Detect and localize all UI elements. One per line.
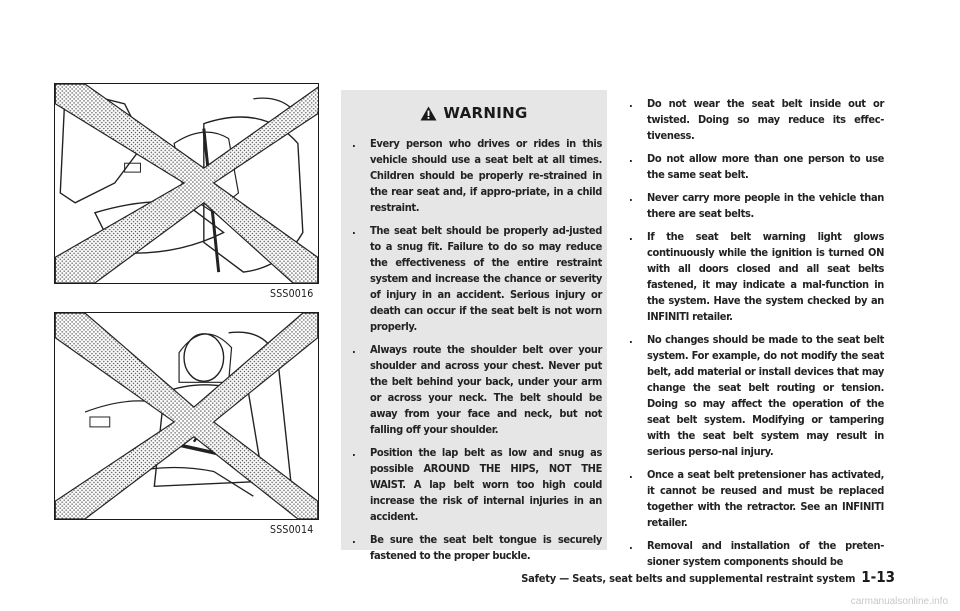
list-item-text: Do not allow more than one person to use the same seat belt. (647, 152, 884, 181)
list-item-text: Position the lap belt as low and snug as possible AROUND THE HIPS, NOT THE WAIST. A lap belt worn too high could increase the risk of internal injuries in an accident. (370, 446, 602, 523)
bullet: . (629, 333, 633, 346)
page-number: 1-13 (861, 568, 895, 586)
list-item-text: Once a seat belt pretensioner has activated, it cannot be reused and must be replaced together with the retractor. See an INFINITI retailer. (647, 468, 884, 529)
bullet: . (629, 97, 633, 110)
bullet: . (629, 191, 633, 204)
bullet: . (352, 224, 356, 237)
warning-triangle-icon (420, 106, 437, 121)
list-item-text: Do not wear the seat belt inside out or twisted. Doing so may reduce its effec-tiveness. (647, 97, 884, 142)
list-item (629, 96, 884, 144)
list-item (352, 532, 602, 564)
list-item (352, 223, 602, 335)
watermark: carmanualsonline.info (850, 596, 948, 607)
list-item-text: No changes should be made to the seat belt system. For example, do not modify the seat belt, add material or install devices that may change the seat belt routing or tension. Doing so may affect the operation of the seat belt system. Modifying or tampering with the seat belt system may result in serious perso-nal injury. (647, 333, 884, 458)
figure-belt-worn-incorrectly (54, 312, 319, 520)
list-item-text: Every person who drives or rides in this vehicle should use a seat belt at all times. Children should be properly re-strained in the rear seat and, if appro-priate, in a child restraint. (370, 137, 602, 214)
list-item (629, 467, 884, 531)
bullet: . (352, 137, 356, 150)
list-item-text: If the seat belt warning light glows continuously while the ignition is turned ON with all doors closed and all seat belts fastened, it may indicate a mal-function in the system. Have the system checked by an INFINITI retailer. (647, 230, 884, 323)
bullet: . (352, 446, 356, 459)
warning-list (352, 136, 602, 571)
bullet: . (629, 152, 633, 165)
bullet: . (352, 343, 356, 356)
bullet: . (629, 468, 633, 481)
list-item-text: The seat belt should be properly ad-justed to a snug fit. Failure to do so may reduce the effectiveness of the entire restraint system and increase the chance or severity of injury in an accident. Serious injury or death can occur if the seat belt is not worn properly. (370, 224, 602, 333)
page-footer (520, 567, 895, 586)
bullet: . (352, 533, 356, 546)
list-item (352, 136, 602, 216)
warning-heading (341, 104, 607, 122)
list-item (629, 190, 884, 222)
list-item-text: Removal and installation of the preten-sioner system components should be (647, 539, 884, 568)
list-item (352, 342, 602, 438)
bullet: . (629, 230, 633, 243)
list-item-text: Never carry more people in the vehicle than there are seat belts. (647, 191, 884, 220)
section-title: Safety — Seats, seat belts and supplemental restraint system (521, 572, 856, 585)
list-item-text: Be sure the seat belt tongue is securely fastened to the proper buckle. (370, 533, 602, 562)
belt-position-illustration (55, 313, 318, 519)
figure-caption: SSS0016 (270, 288, 314, 300)
bullet: . (629, 539, 633, 552)
list-item (629, 229, 884, 325)
figure-caption: SSS0014 (270, 524, 314, 536)
warning-title: WARNING (443, 104, 528, 122)
list-item-text: Always route the shoulder belt over your shoulder and across your chest. Never put the belt behind your back, under your arm or across your neck. The belt should be away from your face and neck, but not falling off your shoulder. (370, 343, 602, 436)
figure-reclined-seat (54, 83, 319, 284)
list-item (352, 445, 602, 525)
list-item (629, 538, 884, 570)
list-item (629, 332, 884, 460)
reclined-seat-illustration (55, 84, 318, 283)
list-item (629, 151, 884, 183)
continued-warning-list (629, 96, 884, 577)
